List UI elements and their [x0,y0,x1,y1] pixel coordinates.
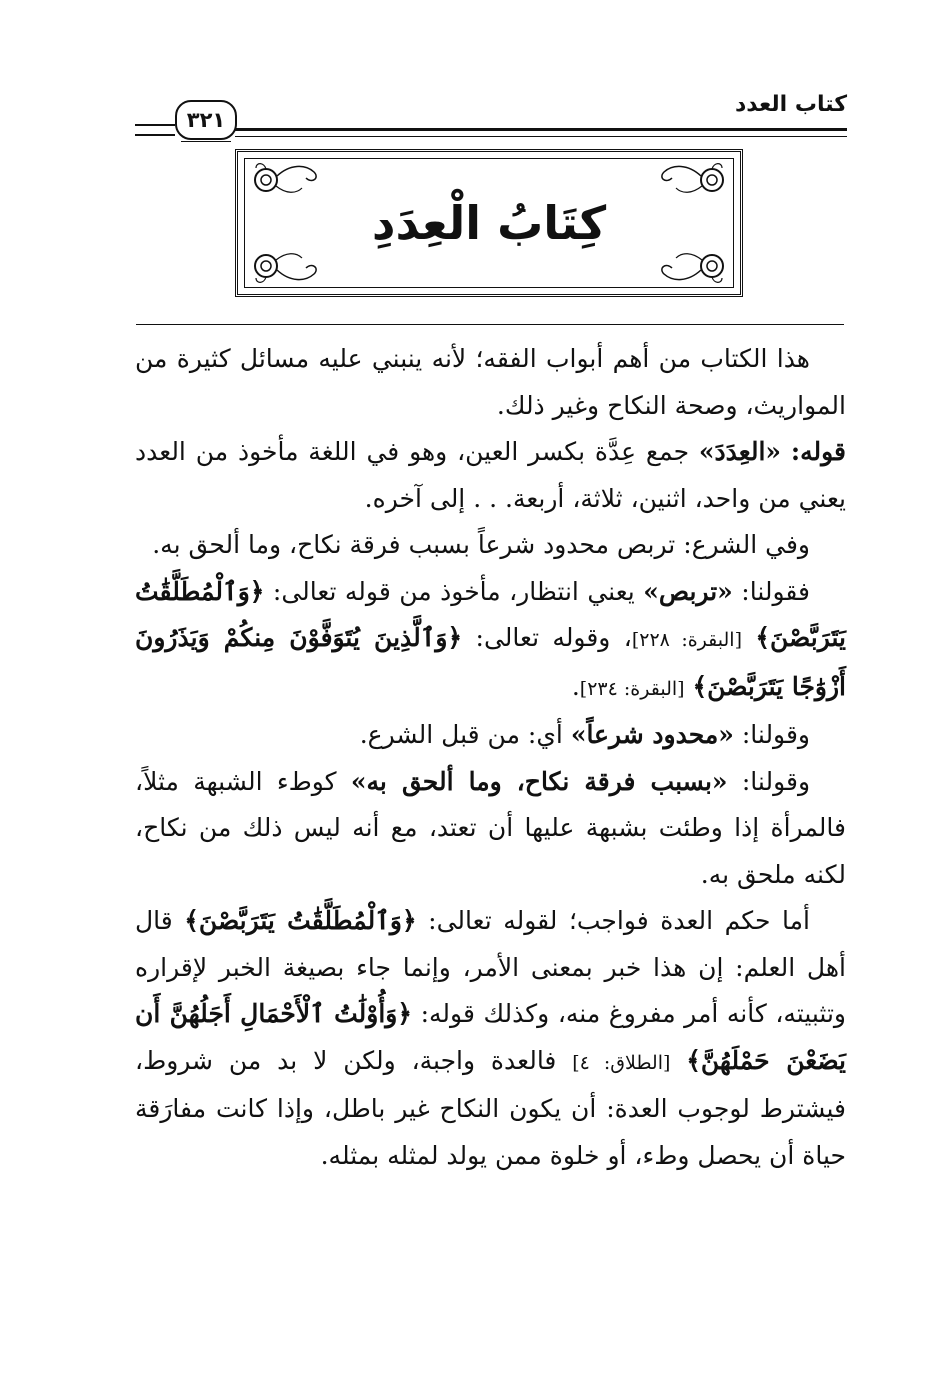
paragraph: هذا الكتاب من أهم أبواب الفقه؛ لأنه ينبني عليه مسائل كثيرة من المواريث، وصحة النكاح وغير ذلك. [135,344,846,420]
paragraph-text: أي: من قبل الشرع. [359,720,563,749]
ornament-corner-icon [648,246,728,286]
running-header [135,92,847,142]
paragraph [135,898,846,1179]
header-rule-left [135,124,175,136]
paragraph-text: فالعدة واجبة، ولكن لا بد من شروط، فيشترط لوجوب العدة: أن يكون النكاح غير باطل، وإذا كانت مفارَقة حياة أن يحصل وطء، أو خلوة ممن يولد لمثله بمثله. [135,1045,846,1170]
header-rule [235,128,847,137]
defined-term: «تربص» [643,576,733,606]
paragraph [135,429,846,522]
paragraph-text: وقولنا: [741,720,810,749]
ornament-corner-icon [250,246,330,286]
quran-verse: ﴿وَٱلْمُطَلَّقَٰتُ يَتَرَبَّصْنَ﴾ [184,906,417,935]
running-title: كتاب العدد [734,92,847,117]
chapter-title-frame [235,149,743,297]
paragraph: وفي الشرع: تربص محدود شرعاً بسبب فرقة نكاح، وما ألحق به. [152,530,810,559]
paragraph-text: فقولنا: [741,576,811,606]
ornament-corner-icon [250,160,330,200]
paragraph: فقولنا: «تربص» يعني انتظار، مأخوذ من قوله تعالى: ﴿وَٱلْمُطَلَّقَٰتُ يَتَرَبَّصْنَ﴾ [البقرة: ٢٢٨]، وقوله تعالى: ﴿وَٱلَّذِينَ يُتَوَفَّوْنَ مِنكُمْ وَيَذَرُونَ أَزْوَٰجًا يَتَرَبَّصْنَ﴾ [البقرة: ٢٣٤]. [135,576,846,701]
verse-reference: [البقرة: ٢٣٤] [579,677,685,700]
paragraph [135,712,846,759]
paragraph [135,759,846,899]
defined-term: «محدود شرعاً» [570,720,734,749]
paragraph-text: جمع عِدَّة بكسر العين، وهو في اللغة مأخوذ من العدد يعني من واحد، اثنين، ثلاثة، أربعة. . . إلى آخره. [135,437,846,513]
paragraph-text: وقولنا: [741,766,811,796]
paragraph-text: أما حكم العدة فواجب؛ لقوله تعالى: [428,906,810,935]
term-label: قوله: [790,437,847,466]
defined-term: «العِدَدَ» [698,437,782,466]
ornament-corner-icon [648,160,728,200]
quran-verse: ﴿وَأُوْلَٰتُ ٱلْأَحْمَالِ أَجَلُهُنَّ أَن يَضَعْنَ حَمْلَهُنَّ﴾ [135,999,846,1075]
page-number: ٣٢١ [175,100,237,140]
verse-reference: [الطلاق: ٤] [572,1051,671,1074]
quran-verse: ﴿وَٱلَّذِينَ يُتَوَفَّوْنَ مِنكُمْ وَيَذَرُونَ أَزْوَٰجًا يَتَرَبَّصْنَ﴾ [135,623,846,701]
paragraph-text: قال أهل العلم: إن هذا خبر بمعنى الأمر، وإنما جاء بصيغة الخبر لإقراره وتثبيته، كأنه أمر مفروغ منه، وكذلك قوله: [135,906,846,1028]
defined-term: «بسبب فرقة نكاح، وما ألحق به» [350,766,728,796]
paragraph-text: يعني انتظار، مأخوذ من قوله تعالى: [272,576,635,606]
section-divider [136,324,844,325]
paragraph-text: كوطء الشبهة مثلاً، فالمرأة إذا وطئت بشبهة عليها أن تعتد، مع أنه ليس ذلك من نكاح، لكنه ملحق به. [135,766,846,889]
verse-reference: [البقرة: ٢٢٨] [631,629,742,651]
paragraph-text: ، وقوله تعالى: [475,623,632,652]
chapter-title: كِتَابُ الْعِدَدِ [371,196,607,250]
quran-verse: ﴿وَٱلْمُطَلَّقَٰتُ يَتَرَبَّصْنَ﴾ [135,576,846,652]
body-text [135,336,846,1179]
